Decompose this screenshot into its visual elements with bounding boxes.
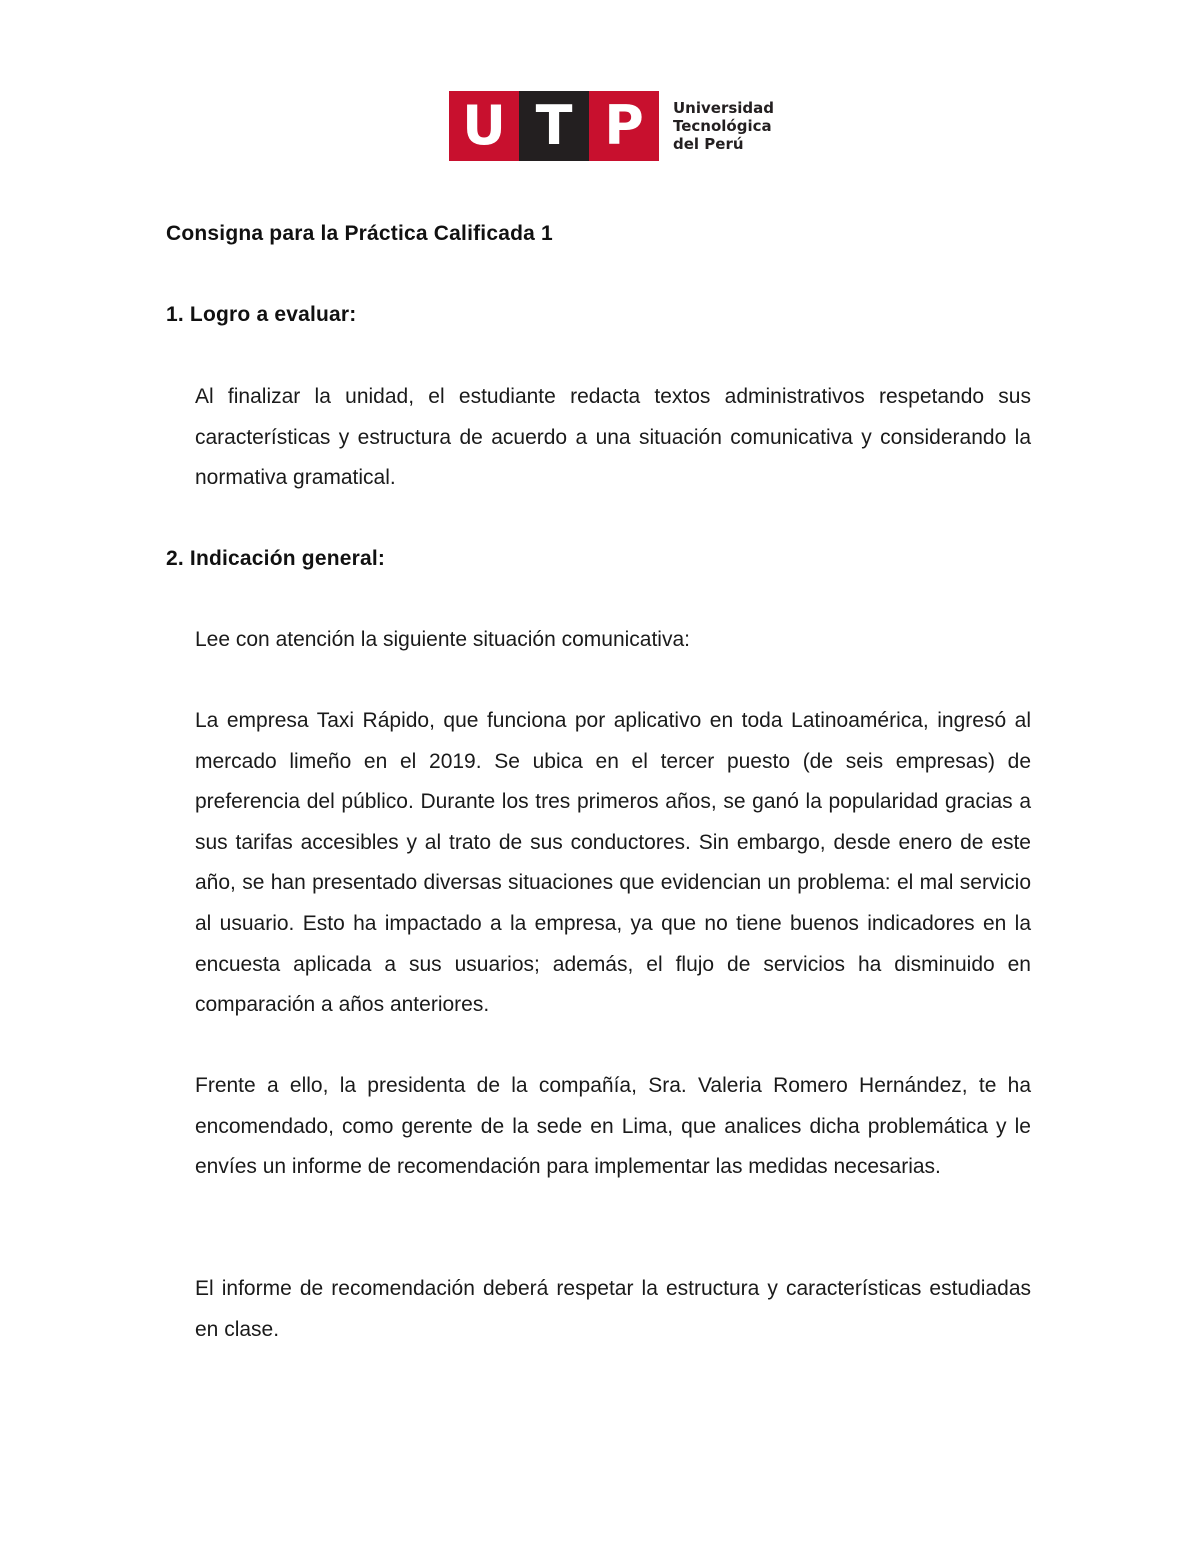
logo-line-1: Universidad [673,99,775,117]
logo-wordmark [673,99,774,153]
logo-letter-u: U [449,91,519,161]
logo-letter-blocks [449,91,659,161]
section-1-title: Logro a evaluar: [189,303,357,326]
logo-line-2: Tecnológica [673,117,772,135]
utp-logo [449,90,779,162]
section-1-heading [166,303,357,327]
logo-line-3: del Perú [673,135,744,153]
section-2-paragraph-4: El informe de recomendación deberá respetar la estructura y características estudiadas en clase. [195,1277,1031,1341]
section-2-number: 2. [166,547,184,570]
section-1-paragraph-1: Al finalizar la unidad, el estudiante redacta textos administrativos respetando sus características y estructura de acuerdo a una situación comunicativa y considerando la normativa gramatical. [195,385,1031,490]
section-2-heading [166,547,385,571]
section-1-number: 1. [166,303,184,326]
section-2-paragraph-2: La empresa Taxi Rápido, que funciona por aplicativo en toda Latinoamérica, ingresó al mercado limeño en el 2019. Se ubica en el tercer puesto (de seis empresas) de preferencia del público. Durante los tres primeros años, se ganó la popularidad gracias a sus tarifas accesibles y al trato de sus conductores. Sin embargo, desde enero de este año, se han presentado diversas situaciones que evidencian un problema: el mal servicio al usuario. Esto ha impactado a la empresa, ya que no tiene buenos indicadores en la encuesta aplicada a sus usuarios; además, el flujo de servicios ha disminuido en comparación a años anteriores. [195,709,1031,1017]
section-2-title: Indicación general: [189,547,386,570]
logo-letter-p: P [589,91,659,161]
logo-letter-t: T [519,91,589,161]
section-2-paragraph-3: Frente a ello, la presidenta de la compañía, Sra. Valeria Romero Hernández, te ha encomendado, como gerente de la sede en Lima, que analices dicha problemática y le envíes un informe de recomendación para implementar las medidas necesarias. [195,1074,1031,1179]
section-2-paragraph-1: Lee con atención la siguiente situación comunicativa: [195,628,690,651]
document-title: Consigna para la Práctica Calificada 1 [166,222,553,245]
